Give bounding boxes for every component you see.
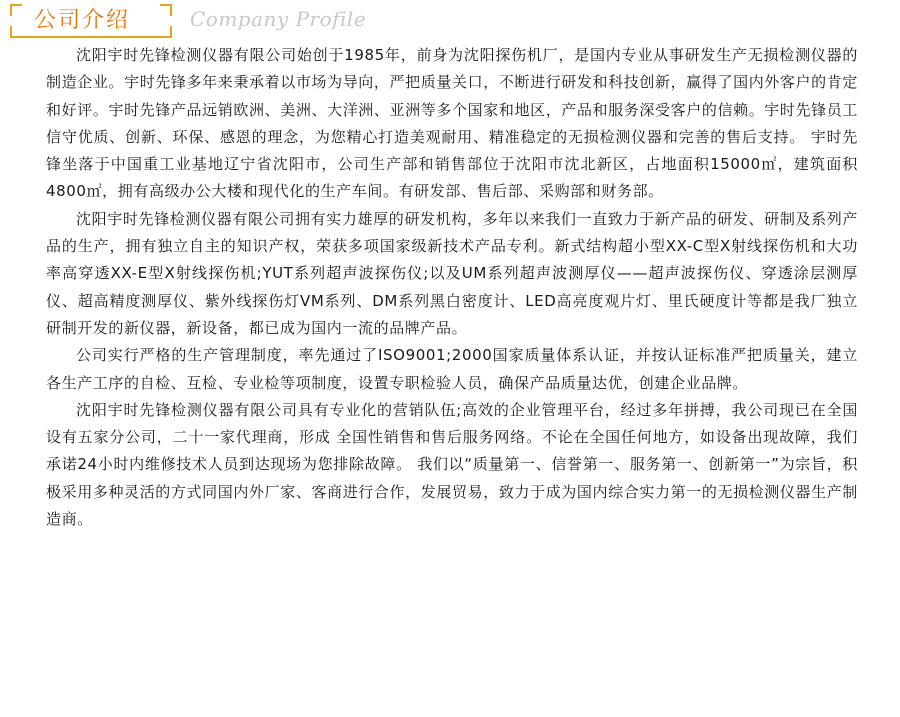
paragraph-quality: 公司实行严格的生产管理制度，率先通过了ISO9001;2000国家质量体系认证，并按认证标准严把质量关，建立各生产工序的自检、互检、专业检等项制度，设置专职检验人员，确保产品质量达优，创建企业品牌。	[46, 346, 858, 392]
corner-bracket-icon	[160, 4, 172, 16]
paragraph-history: 沈阳宇时先锋检测仪器有限公司始创于1985年，前身为沈阳探伤机厂，是国内专业从事研发生产无损检测仪器的制造企业。宇时先锋多年来秉承着以市场为导向，严把质量关口，不断进行研发和科技创新，赢得了国内外客户的肯定和好评。宇时先锋产品远销欧洲、美洲、大洋洲、亚洲等多个国家和地区，产品和服务深受客户的信赖。宇时先锋员工信守优质、创新、环保、感恩的理念，为您精心打造美观耐用、精准稳定的无损检测仪器和完善的售后支持。 宇时先锋坐落于中国重工业基地辽宁省沈阳市，公司生产部和销售部位于沈阳市沈北新区，占地面积15000㎡，建筑面积4800㎡，拥有高级办公大楼和现代化的生产车间。有研发部、售后部、采购部和财务部。	[46, 46, 858, 201]
paragraph-sales: 沈阳宇时先锋检测仪器有限公司具有专业化的营销队伍;高效的企业管理平台，经过多年拼搏，我公司现已在全国设有五家分公司，二十一家代理商，形成 全国性销售和售后服务网络。不论在全国任何地方，如设备出现故障，我们承诺24小时内维修技术人员到达现场为您排除故障。 我们以“质量第一、信誉第一、服务第一、创新第一”为宗旨，积极采用多种灵活的方式同国内外厂家、客商进行合作，发展贸易，致力于成为国内综合实力第一的无损检测仪器生产制造商。	[46, 400, 858, 529]
company-profile-text	[46, 42, 858, 533]
section-title: 公司介绍	[34, 8, 131, 33]
title-underline	[10, 36, 172, 38]
section-subtitle: Company Profile	[190, 7, 367, 31]
corner-bracket-icon	[10, 4, 22, 16]
paragraph-research: 沈阳宇时先锋检测仪器有限公司拥有实力雄厚的研发机构，多年以来我们一直致力于新产品的研发、研制及系列产品的生产，拥有独立自主的知识产权，荣获多项国家级新技术产品专利。新式结构超小型XX-C型X射线探伤机和大功率高穿透XX-E型X射线探伤机;YUT系列超声波探伤仪;以及UM系列超声波测厚仪——超声波探伤仪、穿透涂层测厚仪、超高精度测厚仪、紫外线探伤灯VM系列、DM系列黑白密度计、LED高亮度观片灯、里氏硬度计等都是我厂独立研制开发的新仪器，新设备，都已成为国内一流的品牌产品。	[46, 209, 858, 337]
section-header	[0, 0, 900, 40]
title-frame	[10, 4, 172, 38]
